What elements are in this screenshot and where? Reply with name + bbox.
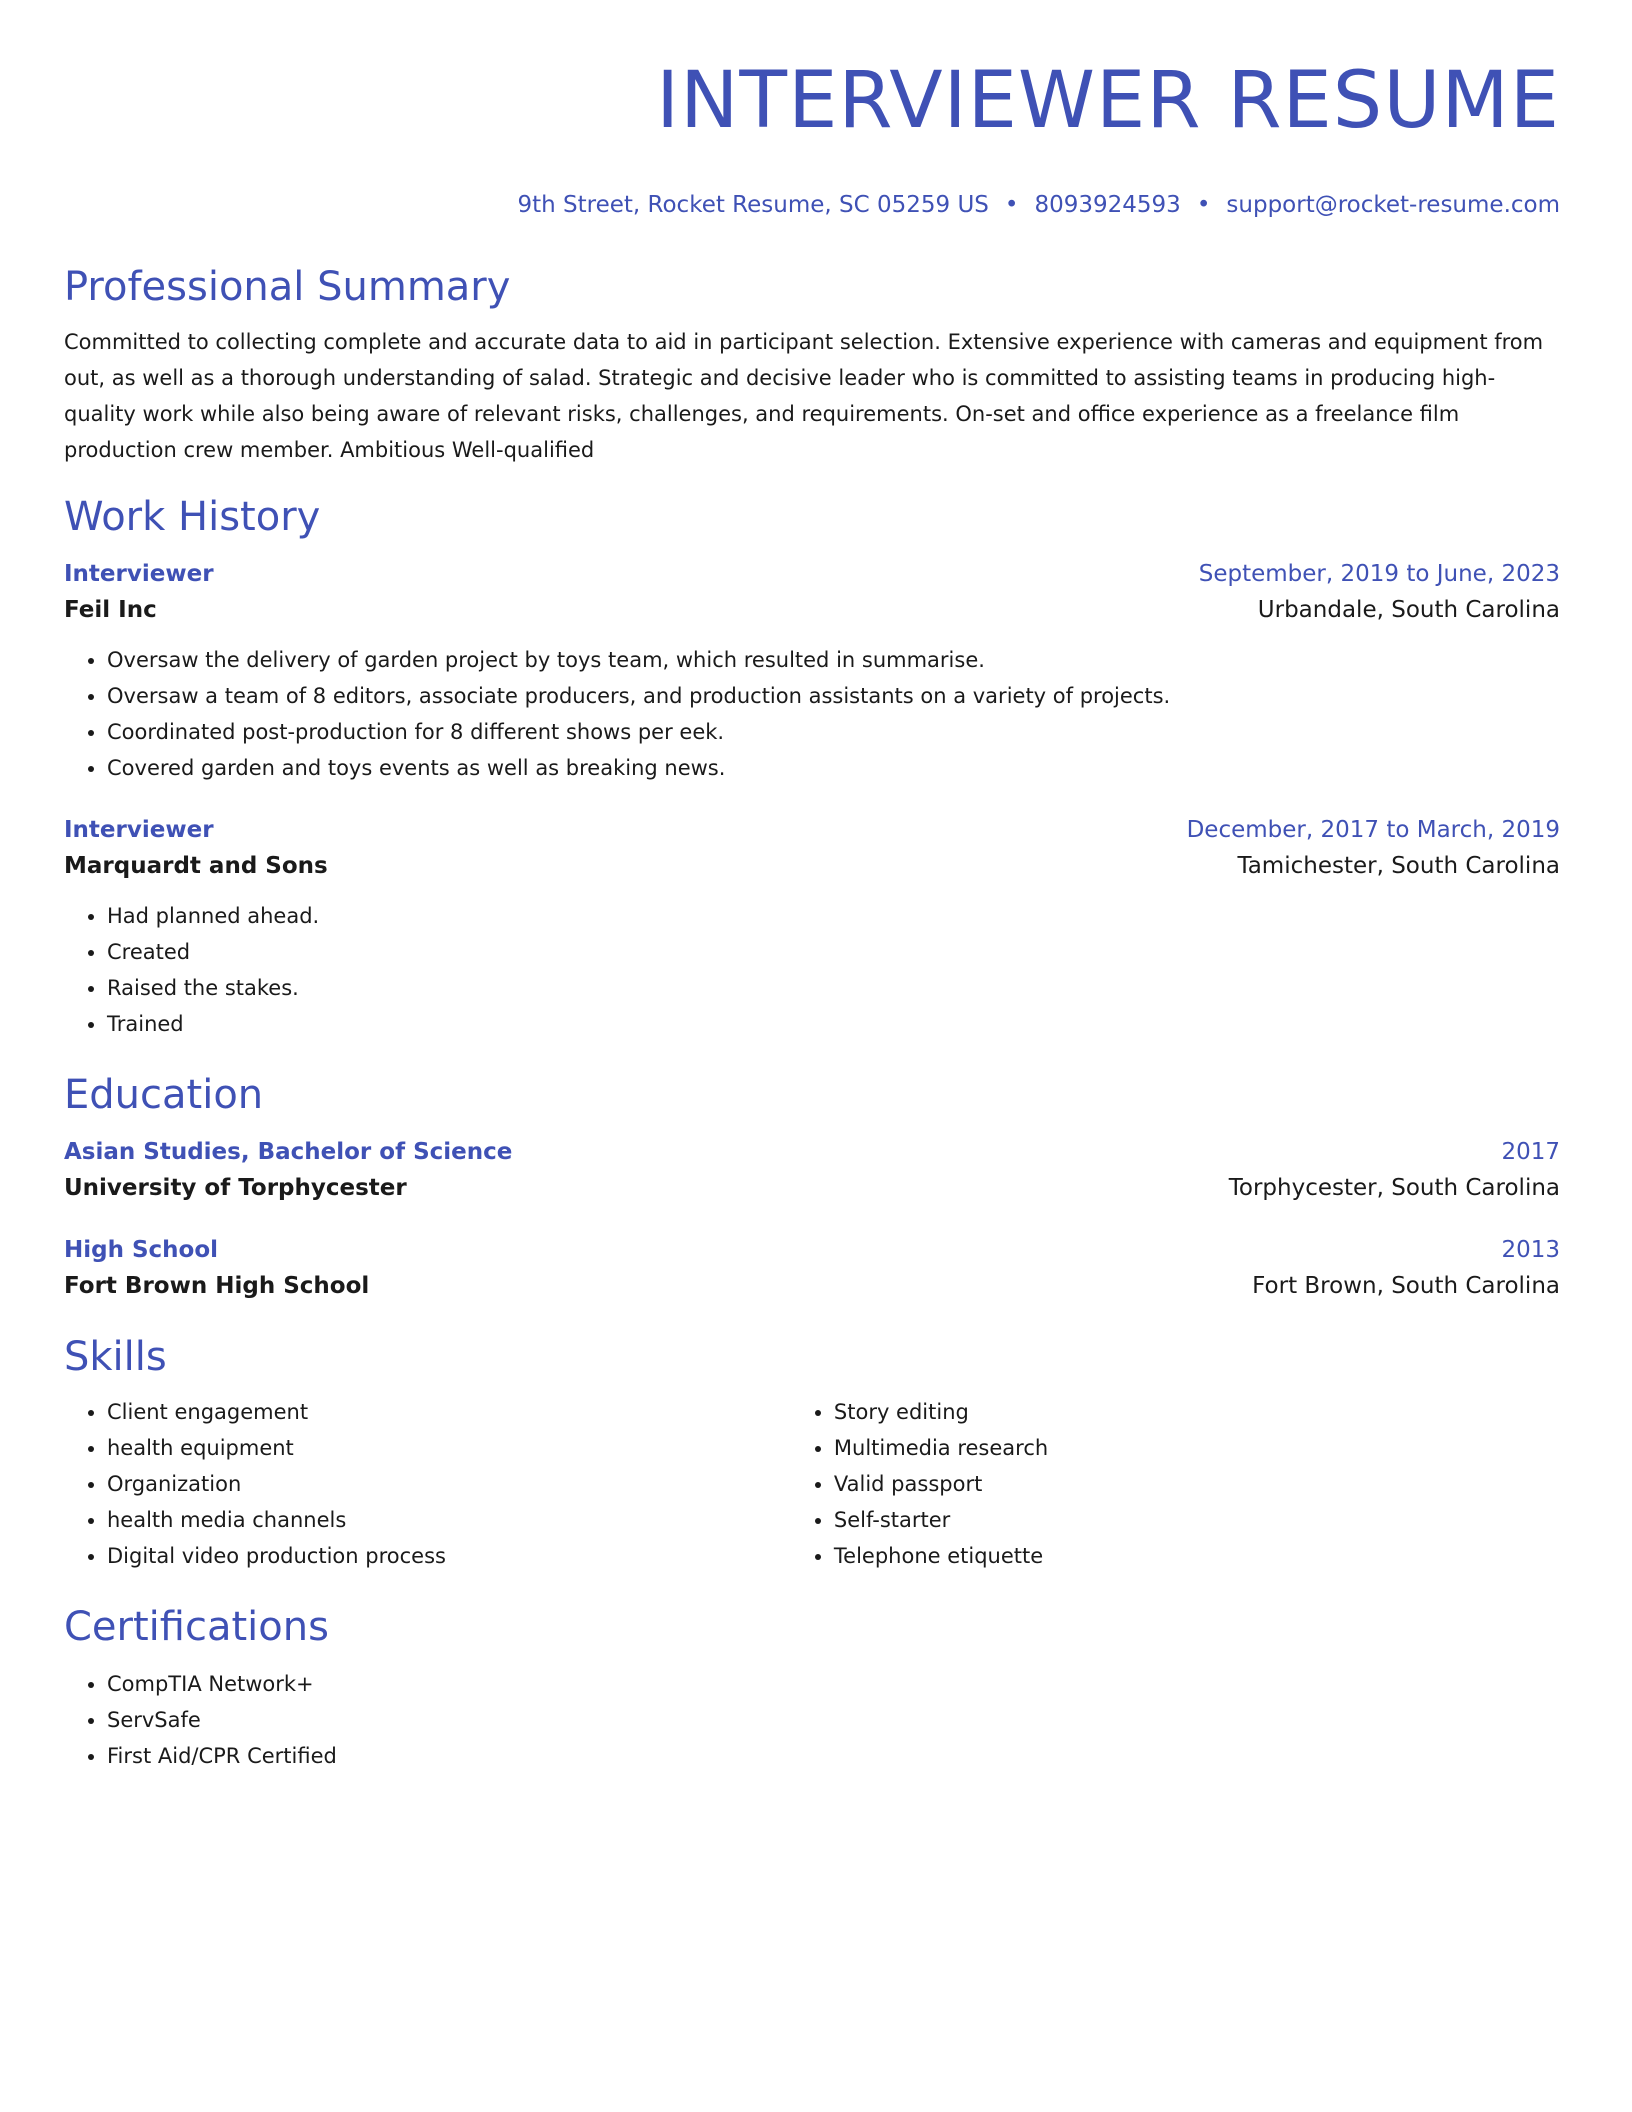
job-bullet: • Created [107, 934, 1560, 970]
contact-phone: 8093924593 [1034, 192, 1181, 218]
education-degree: High School [64, 1237, 219, 1263]
job-location: Urbandale, South Carolina [1257, 597, 1560, 623]
certification-item: • First Aid/CPR Certified [107, 1738, 1560, 1774]
job-dates: September, 2019 to June, 2023 [1198, 561, 1560, 587]
job-title: Interviewer [64, 561, 214, 587]
education-school: University of Torphycester [64, 1175, 407, 1201]
resume-title: INTERVIEWER RESUME [656, 56, 1560, 146]
job-bullet: • Covered garden and toys events as well as breaking news. [107, 750, 1560, 786]
skills-list-left [64, 1394, 791, 1574]
education-school: Fort Brown High School [64, 1273, 370, 1299]
skill-item: • health equipment [107, 1430, 791, 1466]
resume-page [64, 0, 1560, 1774]
work-history-heading: Work History [64, 494, 321, 540]
skill-item: • Story editing [834, 1394, 1560, 1430]
job-bullet-list [64, 898, 1560, 1042]
education-entry [64, 1232, 1560, 1304]
education-year: 2017 [1501, 1139, 1560, 1165]
contact-separator: • [1196, 192, 1211, 218]
job-bullet: • Oversaw the delivery of garden project by toys team, which resulted in summarise. [107, 642, 1560, 678]
job-entry [64, 556, 1560, 786]
job-bullet: • Oversaw a team of 8 editors, associate producers, and production assistants on a variety of projects. [107, 678, 1560, 714]
skill-item: • Digital video production process [107, 1538, 791, 1574]
job-location: Tamichester, South Carolina [1237, 853, 1560, 879]
job-company: Marquardt and Sons [64, 853, 328, 879]
summary-heading: Professional Summary [64, 264, 511, 310]
skills-heading: Skills [64, 1334, 167, 1380]
education-heading: Education [64, 1072, 264, 1118]
skills-grid [64, 1394, 1560, 1574]
certification-item: • CompTIA Network+ [107, 1666, 1560, 1702]
certifications-heading: Certifications [64, 1604, 329, 1650]
contact-email[interactable]: support@rocket-resume.com [1226, 192, 1560, 218]
contact-address: 9th Street, Rocket Resume, SC 05259 US [517, 192, 989, 218]
job-company: Feil Inc [64, 597, 157, 623]
education-location: Fort Brown, South Carolina [1252, 1273, 1560, 1299]
skill-item: • Multimedia research [834, 1430, 1560, 1466]
education-entry [64, 1134, 1560, 1206]
job-bullet: • Had planned ahead. [107, 898, 1560, 934]
job-bullet: • Raised the stakes. [107, 970, 1560, 1006]
education-year: 2013 [1501, 1237, 1560, 1263]
job-dates: December, 2017 to March, 2019 [1186, 817, 1560, 843]
education-degree: Asian Studies, Bachelor of Science [64, 1139, 513, 1165]
contact-separator: • [1004, 192, 1019, 218]
skill-item: • Client engagement [107, 1394, 791, 1430]
skill-item: • health media channels [107, 1502, 791, 1538]
job-bullet: • Trained [107, 1006, 1560, 1042]
job-entry [64, 812, 1560, 1042]
skill-item: • Telephone etiquette [834, 1538, 1560, 1574]
skills-list-right [791, 1394, 1560, 1574]
job-bullet-list [64, 642, 1560, 786]
skill-item: • Valid passport [834, 1466, 1560, 1502]
education-location: Torphycester, South Carolina [1228, 1175, 1560, 1201]
skill-item: • Self-starter [834, 1502, 1560, 1538]
job-bullet: • Coordinated post-production for 8 different shows per eek. [107, 714, 1560, 750]
certification-item: • ServSafe [107, 1702, 1560, 1738]
summary-text: Committed to collecting complete and accurate data to aid in participant selection. Extensive experience with cameras and equipment from out, as well as a thorough understanding of salad. Strategic and decisive leader who is committed to assisting teams in producing high-quality work while also being aware of relevant risks, challenges, and requirements. On-set and office experience as a freelance film production crew member. Ambitious Well-qualified [64, 330, 1544, 462]
certifications-list [64, 1666, 1560, 1774]
job-title: Interviewer [64, 817, 214, 843]
contact-line [64, 190, 1560, 220]
skill-item: • Organization [107, 1466, 791, 1502]
